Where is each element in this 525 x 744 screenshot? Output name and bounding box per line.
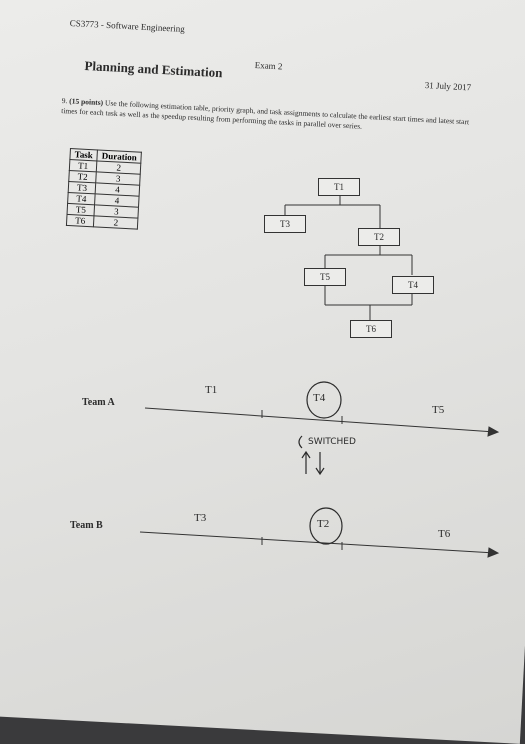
handwritten-note: SWITCHED [308, 437, 356, 447]
question-points: (15 points) [69, 96, 104, 108]
section-title: Planning and Estimation [84, 58, 223, 81]
team-b-task: T6 [438, 528, 451, 540]
team-a-task: T4 [313, 392, 326, 404]
graph-node-t3: T3 [264, 215, 306, 233]
table-header-task: Task [70, 149, 98, 161]
table-header-duration: Duration [97, 150, 142, 163]
team-a-task: T5 [432, 404, 445, 416]
graph-node-t5: T5 [304, 268, 346, 286]
course-name: CS3773 - Software Engineering [69, 18, 186, 35]
table-cell-task: T1 [69, 160, 97, 172]
team-a-task: T1 [205, 384, 218, 396]
exam-date: 31 July 2017 [424, 80, 472, 93]
table-cell-duration: 2 [94, 216, 139, 229]
table-cell-task: T2 [69, 170, 97, 182]
graph-node-t4: T4 [392, 276, 434, 294]
table-cell-task: T3 [68, 181, 96, 193]
table-cell-task: T5 [67, 203, 95, 215]
table-cell-duration: 4 [95, 194, 140, 207]
table-cell-duration: 2 [96, 161, 141, 174]
team-b-task: T2 [317, 518, 330, 530]
table-cell-duration: 3 [94, 205, 139, 218]
table-cell-task: T4 [68, 192, 96, 204]
table-cell-duration: 4 [95, 183, 140, 196]
table-cell-task: T6 [66, 214, 94, 226]
team-a-label: Team A [82, 397, 115, 408]
table-cell-duration: 3 [96, 172, 141, 185]
question-body: Use the following estimation table, priority graph, and task assignments to calculate the earliest start times and latest start times for each task as well as the speedup resulting from performing the tasks in parallel over series. [61, 98, 470, 131]
graph-node-t1: T1 [318, 178, 360, 196]
exam-label: Exam 2 [254, 60, 283, 72]
question-number: 9. [61, 96, 68, 106]
team-b-task: T3 [194, 512, 207, 524]
team-b-label: Team B [70, 520, 103, 531]
graph-node-t6: T6 [350, 320, 392, 338]
graph-node-t2: T2 [358, 228, 400, 246]
